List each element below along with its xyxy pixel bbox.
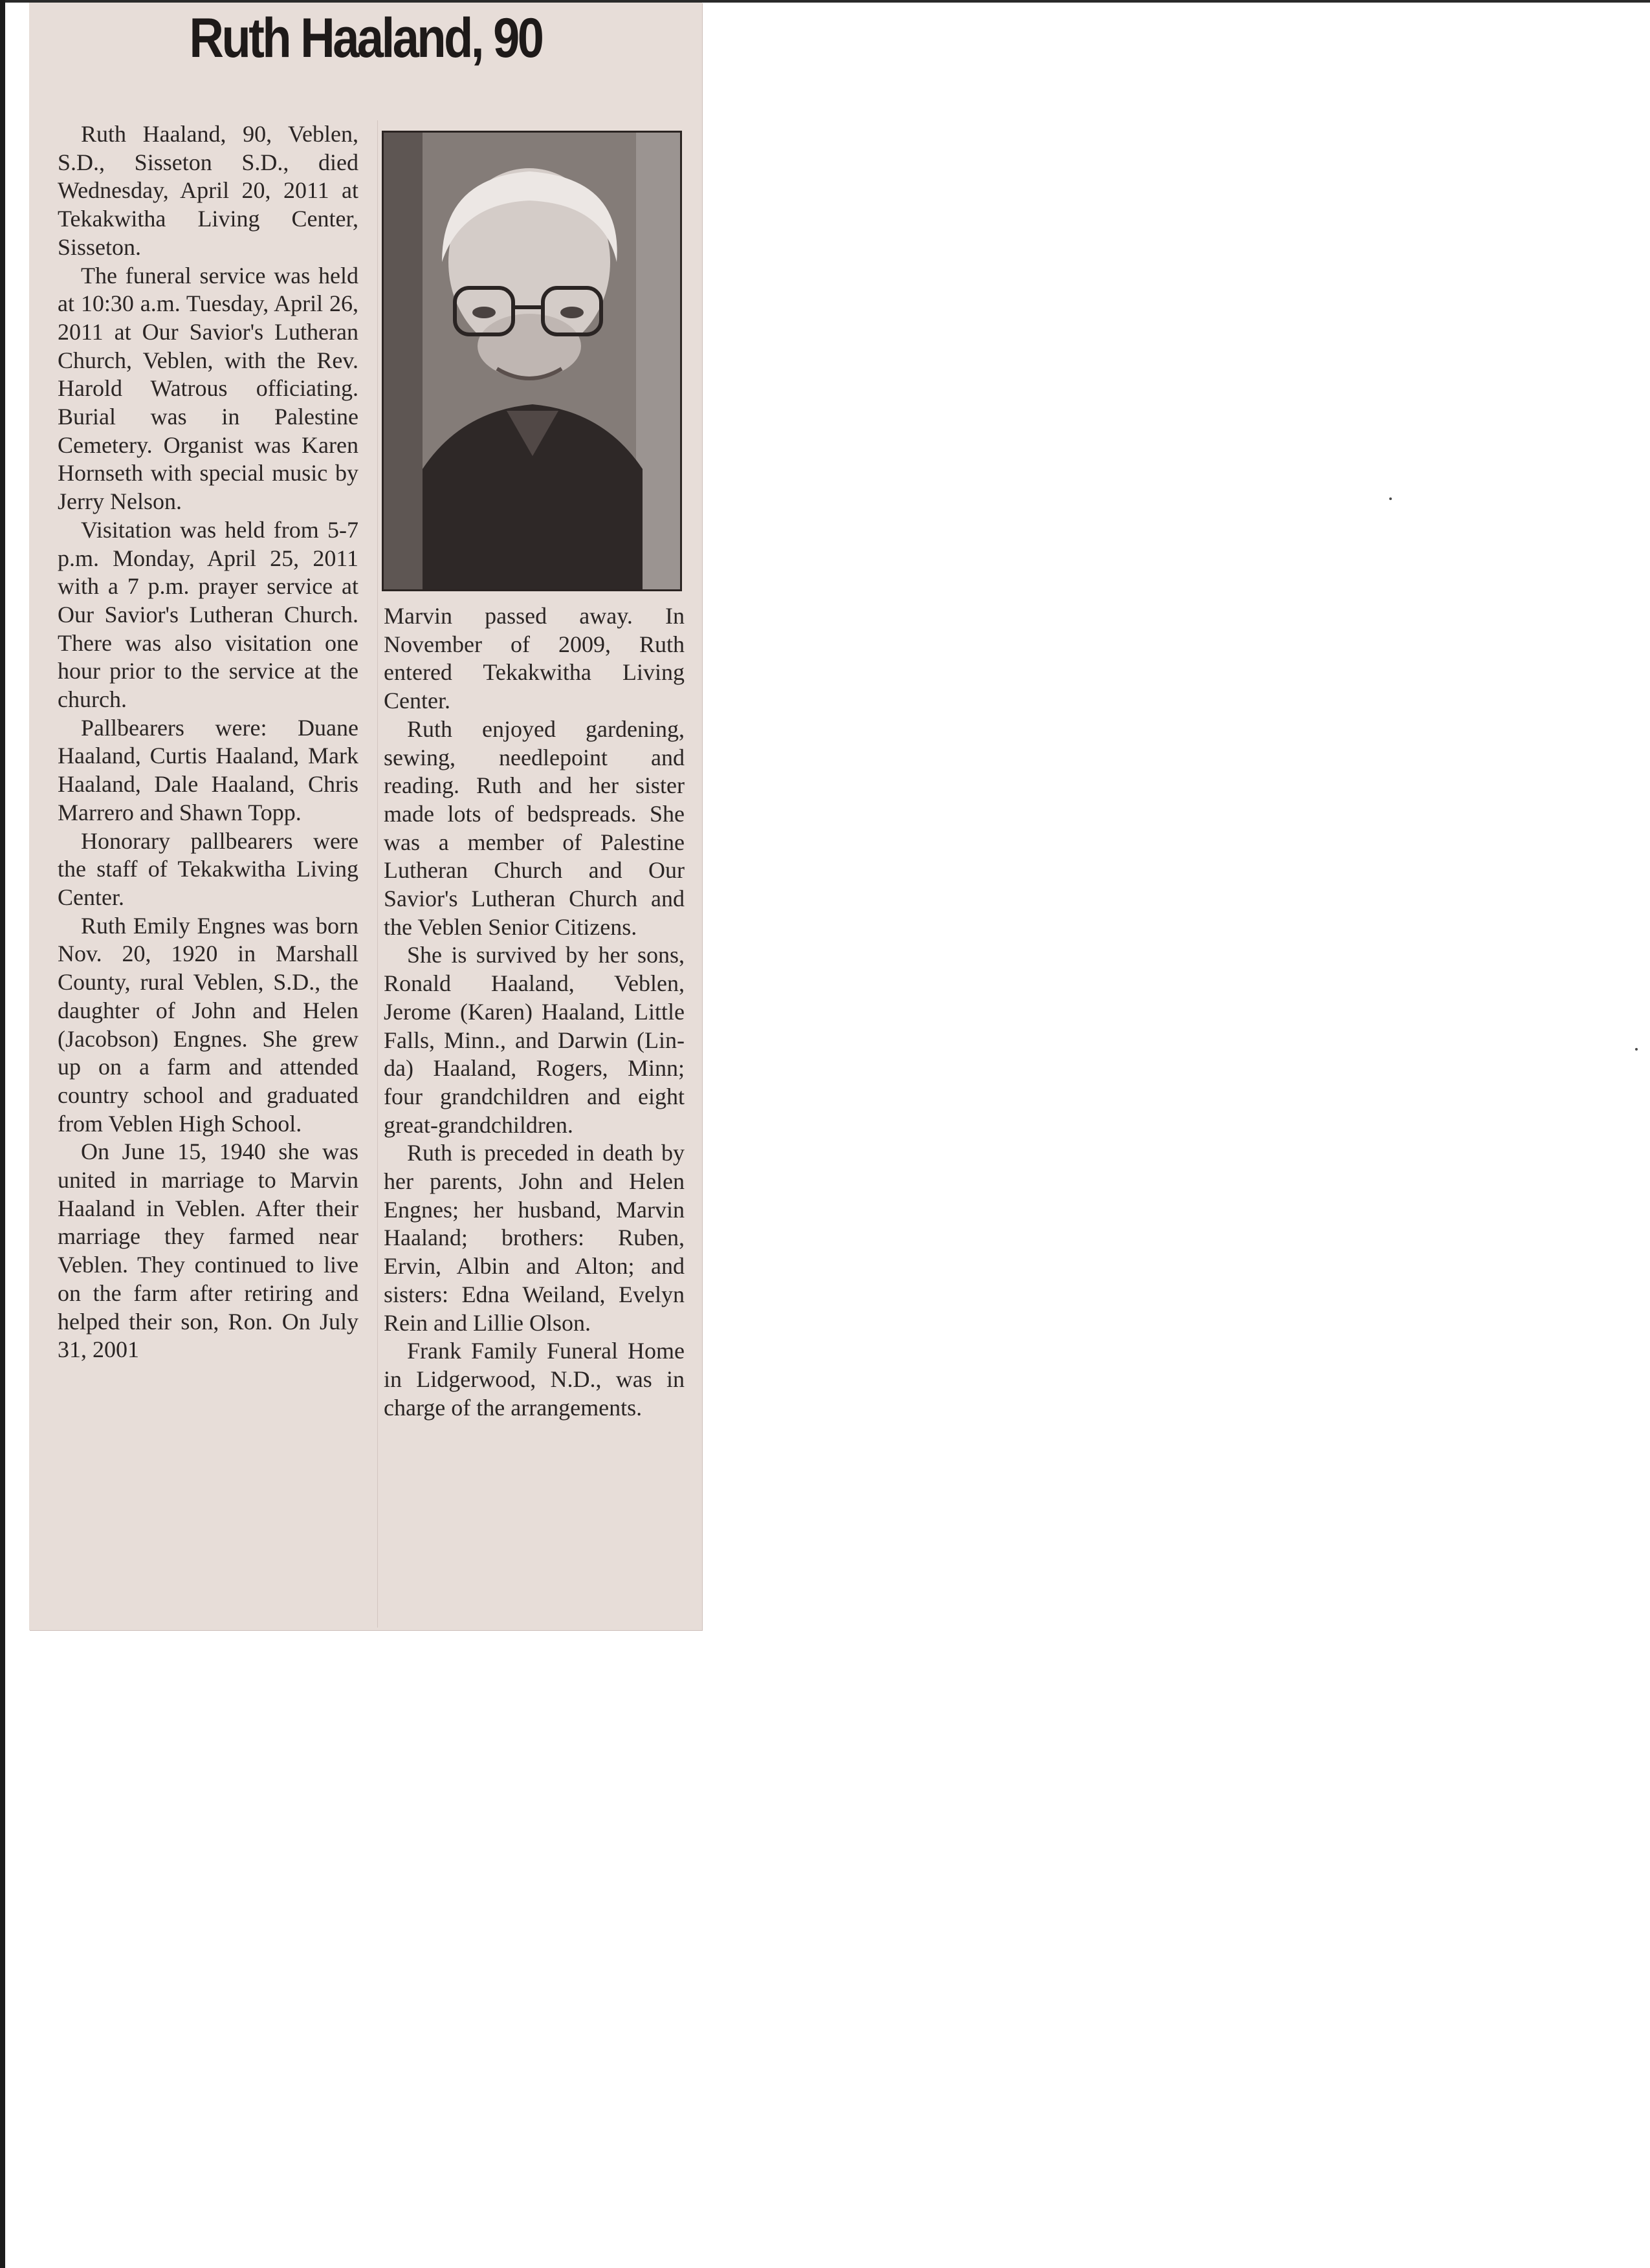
paragraph-survivors: She is survived by her sons, Ronald Haaland, Veblen, Jerome (Karen) Haaland, Little Falls, Minn., and Darwin (Linda) Haaland, Rogers, Minn; four grandchildren and eight great-grandchildren. (384, 942, 685, 1138)
paragraph-visitation: Visitation was held from 5-7 p.m. Monday, April 25, 2011 with a 7 p.m. prayer service at Our Savior's Lutheran Church. There was also visitation one hour prior to the service at the church. (58, 516, 358, 713)
portrait-photo (382, 131, 682, 591)
paragraph-funeral-home: Frank Family Funeral Home in Lidgerwood, N.D., was in charge of the arrangements. (384, 1338, 685, 1421)
column-divider (377, 120, 378, 1628)
paragraph-preceded: Ruth is preceded in death by her parents, John and Helen Engnes; her husband, Marvin Haaland; brothers: Ruben, Ervin, Albin and Alton; and sisters: Edna Weiland, Evelyn Rein and Lillie Olson. (384, 1140, 685, 1336)
paragraph-pallbearers: Pallbearers were: Duane Haaland, Curtis Haaland, Mark Haaland, Dale Haaland, Chris Marrero and Shawn Topp. (58, 714, 358, 825)
paragraph-death-notice: Ruth Haaland, 90, Veblen, S.D., Sisseton S.D., died Wednesday, April 20, 2011 at Tekakwitha Living Center, Sisseton. (58, 121, 358, 260)
paragraph-hobbies: Ruth enjoyed gardening, sewing, needlepoint and reading. Ruth and her sister made lots of bedspreads. She was a member of Palestine Lutheran Church and Our Savior's Lutheran Church and the Veblen Senior Citizens. (384, 715, 685, 940)
paragraph-marriage: On June 15, 1940 she was united in marriage to Marvin Haaland in Veblen. After their marriage they farmed near Veblen. They continued to live on the farm after retiring and helped their son, Ron. On July 31, 2001 (58, 1139, 358, 1363)
paragraph-birth: Ruth Emily Engnes was born Nov. 20, 1920 in Marshall County, rural Veblen, S.D., the daughter of John and Helen (Jacobson) Engnes. She grew up on a farm and attended country school and graduated from Veblen High School. (58, 912, 358, 1137)
paragraph-funeral-service: The funeral service was held at 10:30 a.m. Tuesday, April 26, 2011 at Our Savior's Lutheran Church, Veblen, with the Rev. Harold Watrous officiating. Burial was in Palestine Cemetery. Organist was Karen Hornseth with special music by Jerry Nelson. (58, 262, 358, 515)
paragraph-continued: Marvin passed away. In November of 2009, Ruth entered Tekakwitha Living Center. (384, 603, 685, 714)
portrait-illustration (384, 133, 680, 589)
newspaper-clipping (29, 3, 702, 1630)
left-column (58, 120, 358, 1364)
paragraph-honorary-pallbearers: Honorary pallbearers were the staff of Tekakwitha Living Center. (58, 827, 358, 910)
scan-speck (1635, 1048, 1638, 1051)
scan-edge-left (0, 0, 5, 2268)
scan-speck (1389, 497, 1392, 500)
right-column (384, 602, 685, 1422)
obituary-headline: Ruth Haaland, 90 (189, 7, 542, 69)
